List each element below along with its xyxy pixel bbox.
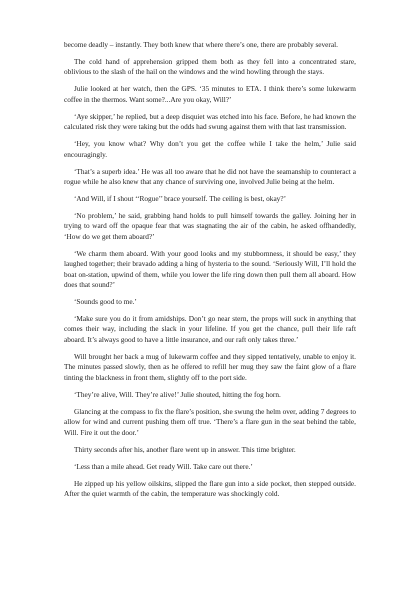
paragraph-4: ‘Aye skipper,’ he replied, but a deep disquiet was etched into his face. Before, he had known the calculated risk they were taking but the odds had swung against them with that last transmission. <box>64 111 356 132</box>
paragraph-9: ‘We charm them aboard. With your good looks and my stubbornness, it should be easy,’ they laughed together; their bravado adding a hing of hysteria to the sound. ‘Seriously Will, I’ll hold the boat on-station, upwind of them, while you lower the life ring down then pull them all aboard. How does that sound?’ <box>64 248 356 290</box>
paragraph-17: He zipped up his yellow oilskins, slipped the flare gun into a side pocket, then stepped outside. After the quiet warmth of the cabin, the temperature was shockingly cold. <box>64 478 356 498</box>
paragraph-8: ‘No problem,’ he said, grabbing hand holds to pull himself towards the galley. Joining her in trying to ward off the opaque fear that was stagnating the air of the cabin, he asked offhandedly, ‘How do we get them aboard?’ <box>64 211 356 241</box>
paragraph-7: ‘And Will, if I shout ‘‘Rogue’’ brace yourself. The ceiling is best, okay?’ <box>74 194 286 204</box>
paragraph-11: ‘Make sure you do it from amidships. Don’t go near stern, the props will suck in anything that comes their way, including the slack in your lifeline. If you get the chance, pull their life raft aboard. It’s always good to have a little insurance, and our raft only takes three.’ <box>64 314 356 344</box>
paragraph-16: ‘Less than a mile ahead. Get ready Will. Take care out there.’ <box>74 461 253 471</box>
paragraph-15: Thirty seconds after his, another flare went up in answer. This time brighter. <box>74 444 296 454</box>
paragraph-12: Will brought her back a mug of lukewarm coffee and they sipped tentatively, unable to enjoy it. The minutes passed slowly, then as he offered to refill her mug they saw the faint glow of a flare tinting the blackness in front them, slightly off to the port side. <box>64 351 356 382</box>
paragraph-13: ‘They’re alive, Will. They’re alive!’ Julie shouted, hitting the fog horn. <box>74 389 281 399</box>
paragraph-3: Julie looked at her watch, then the GPS. ‘35 minutes to ETA. I think there’s some lukewarm coffee in the thermos. Want some?...Are you okay, Will?’ <box>64 84 356 104</box>
paragraph-10: ‘Sounds good to me.’ <box>74 297 137 307</box>
paragraph-6: ‘That’s a superb idea.’ He was all too aware that he did not have the seamanship to counteract a rogue while he also knew that any chance of surviving one, involved Julie being at the helm. <box>64 166 356 187</box>
paragraph-2: The cold hand of apprehension gripped them both as they fell into a concentrated stare, oblivious to the slash of the hail on the windows and the wind howling through the stays. <box>64 57 356 77</box>
paragraph-14: Glancing at the compass to fix the flare’s position, she swung the helm over, adding 7 degrees to allow for wind and current pushing them off true. ‘There’s a flare gun in the seat behind the table, Will. Fire it out the door.’ <box>64 406 356 437</box>
paragraph-5: ‘Hey, you know what? Why don’t you get the coffee while I take the helm,’ Julie said encouragingly. <box>64 139 356 159</box>
paragraph-1: become deadly – instantly. They both knew that where there’s one, there are probably several. <box>64 40 338 49</box>
